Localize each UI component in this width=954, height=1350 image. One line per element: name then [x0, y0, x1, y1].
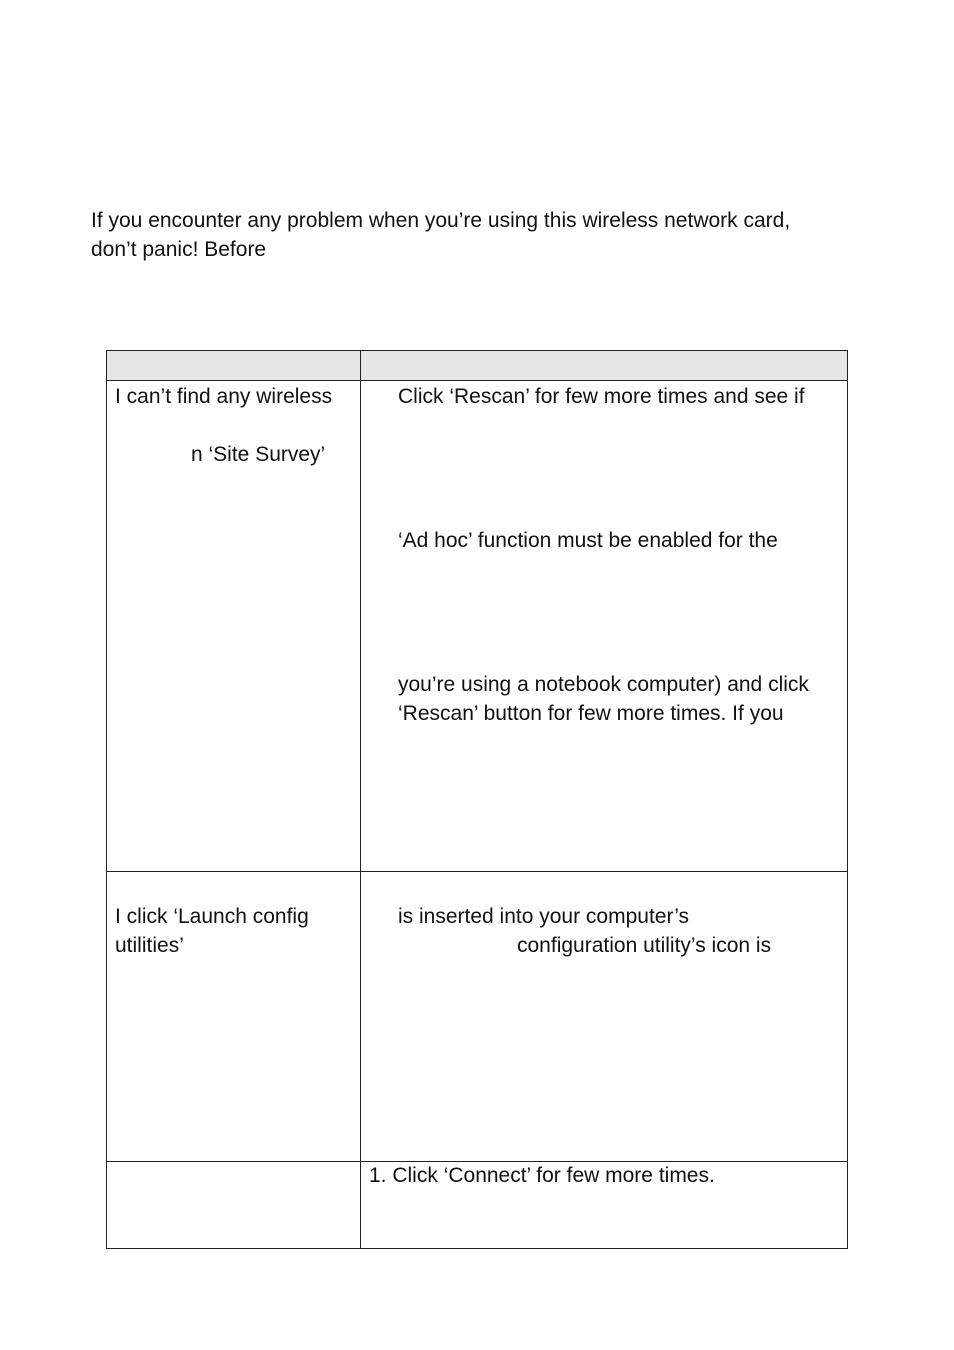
intro-line-1: If you encounter any problem when you’re using this wireless network card, [91, 209, 791, 232]
table-header-solution-cell [361, 351, 847, 380]
solution-text: ‘Ad hoc’ function must be enabled for the [398, 529, 778, 552]
solution-text: is inserted into your computer’s [398, 905, 690, 928]
solution-text: you’re using a notebook computer) and click [398, 673, 809, 696]
table-column-divider [360, 350, 361, 1249]
problem-text: utilities’ [115, 934, 184, 957]
solution-text: Click ‘Rescan’ for few more times and see if [398, 385, 805, 408]
table-header-problem-cell [107, 351, 360, 380]
solution-text: ‘Rescan’ button for few more times. If you [398, 702, 784, 725]
table-divider [106, 380, 848, 381]
problem-text: I can’t find any wireless [115, 385, 333, 408]
table-divider [106, 871, 848, 872]
table-border [106, 350, 848, 1249]
problem-text: I click ‘Launch config [115, 905, 309, 928]
solution-text: 1. Click ‘Connect’ for few more times. [369, 1164, 715, 1187]
solution-text: configuration utility’s icon is [517, 934, 772, 957]
problem-text: n ‘Site Survey’ [191, 443, 326, 466]
intro-line-2: don’t panic! Before [91, 238, 267, 261]
